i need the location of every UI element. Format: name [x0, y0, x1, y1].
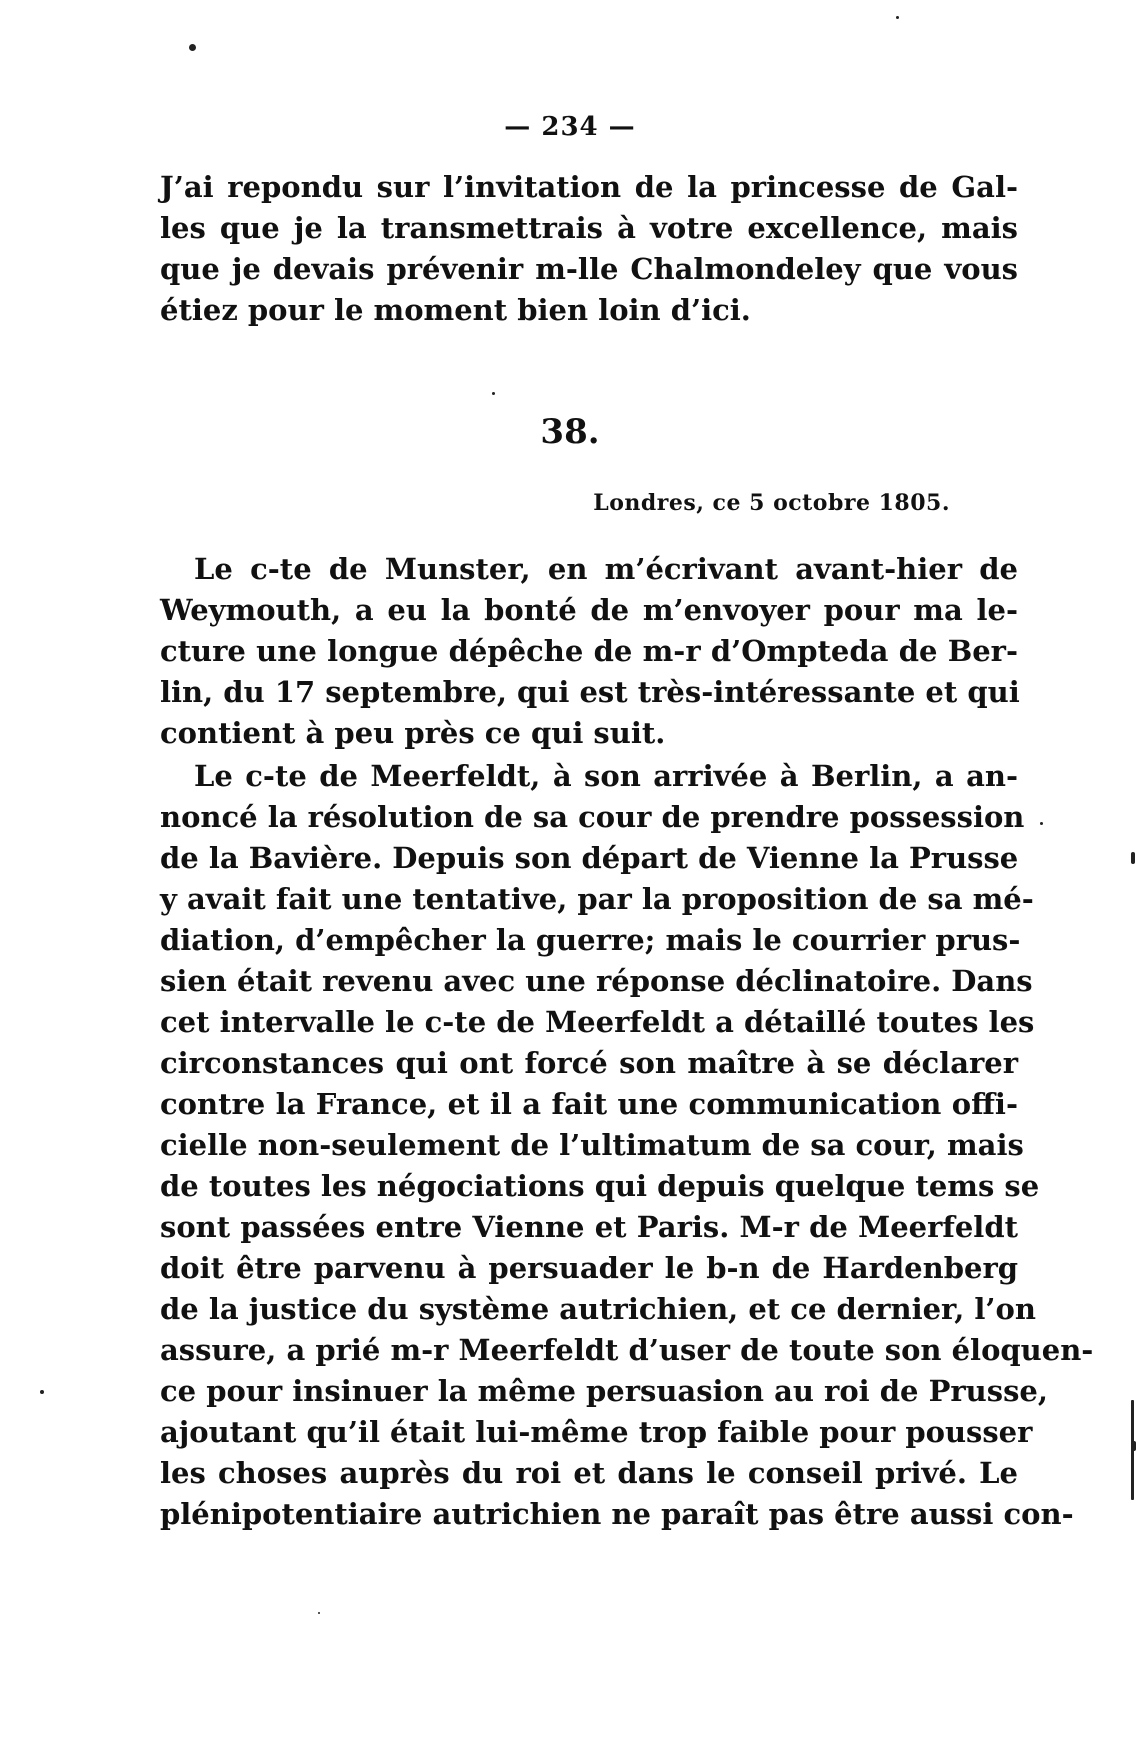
text-line: Le c-te de Munster, en m’écrivant avant-hier de	[194, 552, 1018, 586]
scan-speck	[896, 16, 899, 19]
text-line: les choses auprès du roi et dans le conseil privé. Le	[160, 1456, 1018, 1490]
scan-speck	[189, 44, 196, 51]
text-line: cielle non-seulement de l’ultimatum de sa cour, mais	[160, 1128, 1024, 1162]
text-line: étiez pour le moment bien loin d’ici.	[160, 293, 751, 327]
text-line: sont passées entre Vienne et Paris. M-r de Meerfeldt	[160, 1210, 1018, 1244]
text-line: lin, du 17 septembre, qui est très-intéressante et qui	[160, 675, 1020, 709]
text-line: diation, d’empêcher la guerre; mais le courrier prus-	[160, 923, 1021, 957]
paragraph-1	[160, 549, 1018, 754]
intro-paragraph	[160, 167, 1018, 331]
text-line: plénipotentiaire autrichien ne paraît pas être aussi con-	[160, 1497, 1074, 1531]
text-line: contient à peu près ce qui suit.	[160, 716, 666, 750]
text-line: Le c-te de Meerfeldt, à son arrivée à Berlin, a an-	[194, 759, 1018, 793]
scan-speck	[1131, 852, 1135, 864]
text-line: assure, a prié m-r Meerfeldt d’user de toute son éloquen-	[160, 1333, 1094, 1367]
text-line: cture une longue dépêche de m-r d’Ompteda de Ber-	[160, 634, 1018, 668]
scan-speck	[492, 392, 495, 395]
scan-speck	[40, 1390, 44, 1394]
scan-speck	[1131, 1441, 1136, 1451]
text-line: de la justice du système autrichien, et ce dernier, l’on	[160, 1292, 1036, 1326]
text-line: J’ai repondu sur l’invitation de la princesse de Gal-	[160, 170, 1018, 204]
text-line: que je devais prévenir m-lle Chalmondeley que vous	[160, 252, 1018, 286]
text-line: noncé la résolution de sa cour de prendre possession	[160, 800, 1025, 834]
text-line: de toutes les négociations qui depuis quelque tems se	[160, 1169, 1040, 1203]
text-line: cet intervalle le c-te de Meerfeldt a détaillé toutes les	[160, 1005, 1035, 1039]
dateline: Londres, ce 5 octobre 1805.	[593, 490, 950, 516]
text-line: sien était revenu avec une réponse déclinatoire. Dans	[160, 964, 1033, 998]
section-number: 38.	[540, 412, 600, 452]
text-line: circonstances qui ont forcé son maître à se déclarer	[160, 1046, 1018, 1080]
text-line: les que je la transmettrais à votre excellence, mais	[160, 211, 1018, 245]
scan-speck	[318, 1612, 320, 1614]
page-number: — 234 —	[504, 112, 636, 142]
text-line: ajoutant qu’il était lui-même trop faible pour pousser	[160, 1415, 1033, 1449]
text-line: contre la France, et il a fait une communication offi-	[160, 1087, 1018, 1121]
paragraph-2	[160, 756, 1094, 1535]
text-line: Weymouth, a eu la bonté de m’envoyer pour ma le-	[160, 593, 1018, 627]
text-line: y avait fait une tentative, par la proposition de sa mé-	[160, 882, 1034, 916]
text-line: doit être parvenu à persuader le b-n de Hardenberg	[160, 1251, 1018, 1285]
text-line: ce pour insinuer la même persuasion au roi de Prusse,	[160, 1374, 1048, 1408]
scan-speck	[1040, 822, 1043, 825]
text-line: de la Bavière. Depuis son départ de Vienne la Prusse	[160, 841, 1019, 875]
